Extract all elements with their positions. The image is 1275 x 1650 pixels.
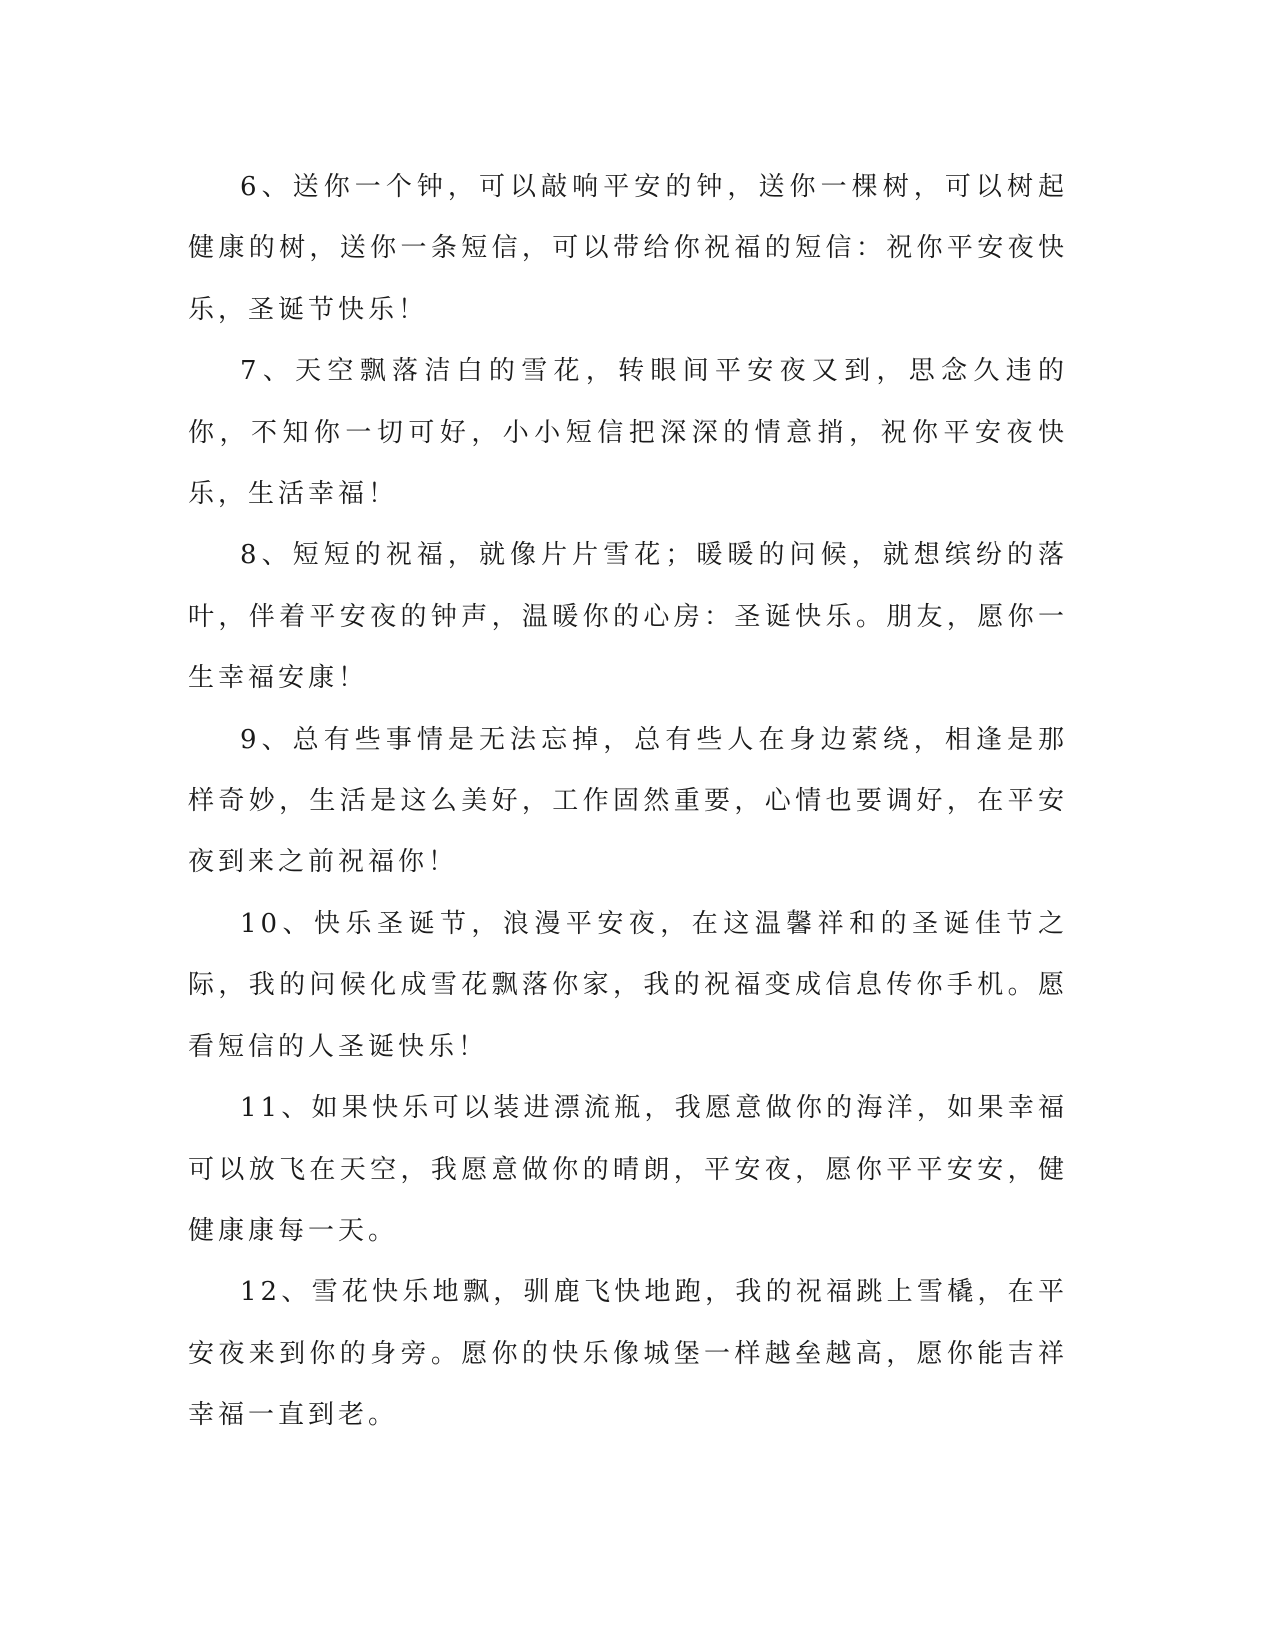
paragraph-7: 7、天空飘落洁白的雪花，转眼间平安夜又到，思念久违的你，不知你一切可好，小小短信把深深的情意捎，祝你平安夜快乐，生活幸福！ <box>188 356 1068 510</box>
paragraph-8: 8、短短的祝福，就像片片雪花；暖暖的问候，就想缤纷的落叶，伴着平安夜的钟声，温暖你的心房：圣诞快乐。朋友，愿你一生幸福安康！ <box>188 540 1068 694</box>
paragraph-12: 12、雪花快乐地飘，驯鹿飞快地跑，我的祝福跳上雪橇，在平安夜来到你的身旁。愿你的快乐像城堡一样越垒越高，愿你能吉祥幸福一直到老。 <box>188 1277 1068 1431</box>
document-body <box>188 157 1068 1447</box>
paragraph-6: 6、送你一个钟，可以敲响平安的钟，送你一棵树，可以树起健康的树，送你一条短信，可以带给你祝福的短信：祝你平安夜快乐，圣诞节快乐！ <box>188 172 1068 325</box>
paragraph-11: 11、如果快乐可以装进漂流瓶，我愿意做你的海洋，如果幸福可以放飞在天空，我愿意做你的晴朗，平安夜，愿你平平安安，健健康康每一天。 <box>188 1093 1068 1246</box>
paragraph-10: 10、快乐圣诞节，浪漫平安夜，在这温馨祥和的圣诞佳节之际，我的问候化成雪花飘落你家，我的祝福变成信息传你手机。愿看短信的人圣诞快乐！ <box>188 908 1068 1062</box>
paragraph-9: 9、总有些事情是无法忘掉，总有些人在身边萦绕，相逢是那样奇妙，生活是这么美好，工作固然重要，心情也要调好，在平安夜到来之前祝福你！ <box>188 724 1068 878</box>
